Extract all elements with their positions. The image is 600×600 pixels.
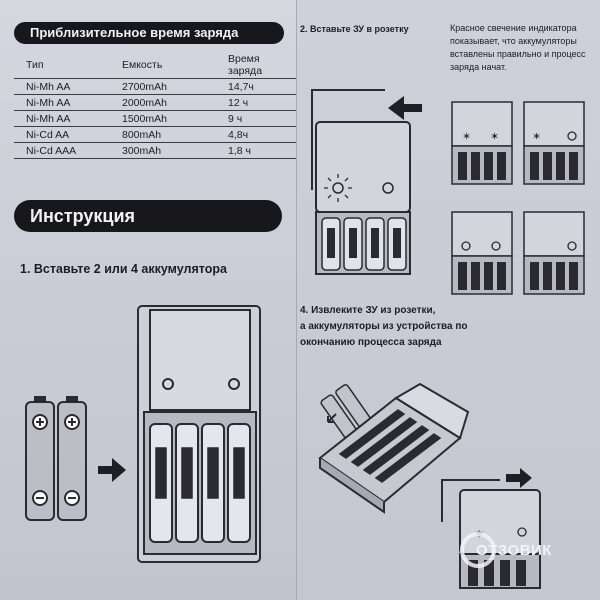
cell-type: Ni-Cd AA	[14, 127, 110, 143]
step-1-illustration	[20, 298, 280, 568]
step-4-line-3: окончанию процесса заряда	[300, 337, 442, 348]
charger-variant-2	[524, 102, 584, 184]
instructions-heading: Инструкция	[14, 200, 282, 232]
svg-text:✶: ✶	[474, 527, 485, 541]
unplugged-charger	[442, 480, 540, 588]
cell-time: 1,8 ч	[216, 143, 296, 159]
step-2-text: 2. Вставьте ЗУ в розетку	[300, 24, 409, 34]
cell-capacity: 800mAh	[110, 127, 216, 143]
table-row	[14, 111, 296, 127]
column-header-capacity: Емкость	[122, 59, 163, 71]
step-2-illustration	[300, 60, 445, 280]
cell-capacity: 2700mAh	[110, 79, 216, 95]
step-4-line-2: а аккумуляторы из устройства по	[300, 321, 468, 332]
cell-time: 4,8ч	[216, 127, 296, 143]
charge-time-heading: Приблизительное время заряда	[14, 22, 284, 44]
svg-text:✶: ✶	[490, 131, 500, 143]
battery-right	[58, 396, 86, 520]
step-4-text	[300, 303, 560, 351]
column-header-type: Тип	[26, 59, 44, 71]
cell-capacity: 2000mAh	[110, 95, 216, 111]
step-4-line-1: 4. Извлеките ЗУ из розетки,	[300, 305, 436, 316]
charger-variant-3	[452, 212, 512, 294]
table-row	[14, 79, 296, 95]
table-row	[14, 95, 296, 111]
indicator-note: Красное свечение индикатора показывает, что аккумуляторы вставлены правильно и процесс заряда начат.	[450, 23, 586, 72]
svg-text:✶: ✶	[532, 131, 542, 143]
cell-type: Ni-Mh AA	[14, 95, 110, 111]
charge-time-table	[14, 52, 296, 159]
indicator-variants	[448, 100, 598, 300]
charger-variant-1	[452, 102, 512, 184]
cell-time: 9 ч	[216, 111, 296, 127]
cell-time: 14,7ч	[216, 79, 296, 95]
arrow-right-icon	[98, 458, 126, 482]
cell-type: Ni-Cd AAA	[14, 143, 110, 159]
cell-capacity: 1500mAh	[110, 111, 216, 127]
cell-time: 12 ч	[216, 95, 296, 111]
cell-capacity: 300mAh	[110, 143, 216, 159]
cell-type: Ni-Mh AA	[14, 79, 110, 95]
svg-text:✶: ✶	[462, 131, 472, 143]
column-header-time: Время заряда	[228, 53, 263, 77]
charger-variant-4	[524, 212, 584, 294]
step-1-text: 1. Вставьте 2 или 4 аккумулятора	[20, 262, 227, 276]
arrow-right-icon	[506, 468, 532, 488]
step-4-illustration	[300, 362, 598, 590]
cell-type: Ni-Mh AA	[14, 111, 110, 127]
watermark: ОТЗОВИК	[476, 542, 552, 559]
table-header-row	[14, 52, 296, 79]
arrow-left-icon	[388, 96, 422, 120]
charger-open	[138, 306, 260, 562]
table-row	[14, 143, 296, 159]
table-row	[14, 127, 296, 143]
battery-left	[26, 396, 54, 520]
